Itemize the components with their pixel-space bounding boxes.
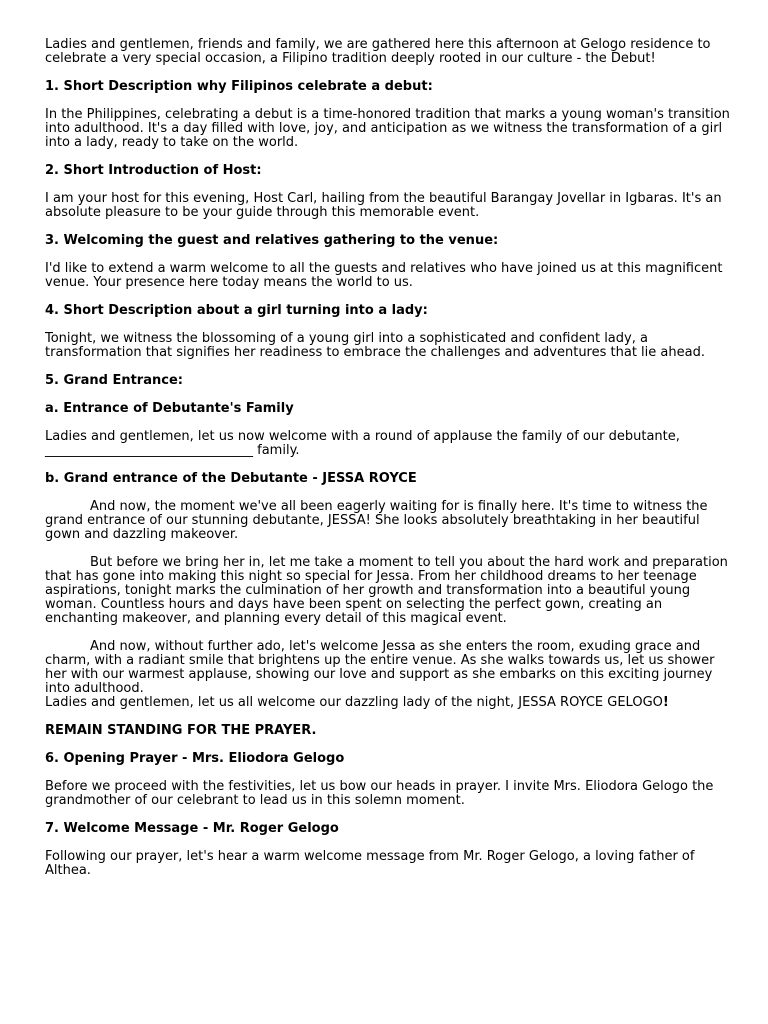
section-heading-4: 4. Short Description about a girl turning into a lady: — [45, 303, 428, 318]
welcome-line-exclamation: ! — [662, 695, 669, 710]
document-page — [45, 37, 735, 892]
subsection-heading-5b: b. Grand entrance of the Debutante - JESSA ROYCE — [45, 471, 417, 486]
section-heading-2: 2. Short Introduction of Host: — [45, 163, 262, 178]
subsection-paragraph-5b-1: And now, the moment we've all been eagerly waiting for is finally here. It's time to witness the grand entrance of our stunning debutante, JESSA! She looks absolutely breathtaking in her beautiful gown and dazzling makeover. — [45, 499, 712, 542]
subsection-paragraph-5b-4 — [45, 696, 730, 710]
section-paragraph-4: Tonight, we witness the blossoming of a young girl into a sophisticated and confident lady, a transformation that signifies her readiness to embrace the challenges and adventures that lie ahead. — [45, 331, 705, 360]
welcome-line-text: Ladies and gentlemen, let us all welcome our dazzling lady of the night, JESSA ROYCE GELOGO — [45, 695, 663, 710]
section-heading-3: 3. Welcoming the guest and relatives gathering to the venue: — [45, 233, 499, 248]
subsection-paragraph-5b-3: And now, without further ado, let's welcome Jessa as she enters the room, exuding grace and charm, with a radiant smile that brightens up the entire venue. As she walks towards us, let us shower her with our warmest applause, showing our love and support as she embarks on this exciting journey into adulthood. — [45, 639, 719, 696]
section-paragraph-3: I'd like to extend a warm welcome to all the guests and relatives who have joined us at this magnificent venue. Your presence here today means the world to us. — [45, 261, 727, 290]
section-paragraph-7: Following our prayer, let's hear a warm welcome message from Mr. Roger Gelogo, a loving father of Althea. — [45, 849, 699, 878]
intro-paragraph: Ladies and gentlemen, friends and family, we are gathered here this afternoon at Gelogo residence to celebrate a very special occasion, a Filipino tradition deeply rooted in our culture - the Debut! — [45, 37, 715, 66]
section-paragraph-1: In the Philippines, celebrating a debut is a time-honored tradition that marks a young woman's transition into adulthood. It's a day filled with love, joy, and anticipation as we witness the transformation of a girl into a lady, ready to take on the world. — [45, 107, 735, 150]
section-heading-5: 5. Grand Entrance: — [45, 373, 183, 388]
section-heading-6: 6. Opening Prayer - Mrs. Eliodora Gelogo — [45, 751, 345, 766]
section-paragraph-2: I am your host for this evening, Host Carl, hailing from the beautiful Barangay Jovellar in Igbaras. It's an absolute pleasure to be your guide through this memorable event. — [45, 191, 726, 220]
subsection-paragraph-5b-2: But before we bring her in, let me take a moment to tell you about the hard work and preparation that has gone into making this night so special for Jessa. From her childhood dreams to her teenage aspirations, tonight marks the culmination of her growth and transformation into a beautiful young woman. Countless hours and days have been spent on selecting the perfect gown, creating an enchanting makeover, and planning every detail of this magical event. — [45, 555, 733, 626]
remain-standing-notice: REMAIN STANDING FOR THE PRAYER. — [45, 723, 317, 738]
section-heading-7: 7. Welcome Message - Mr. Roger Gelogo — [45, 821, 339, 836]
subsection-paragraph-5a: Ladies and gentlemen, let us now welcome with a round of applause the family of our debutante, ________________________________ family. — [45, 429, 685, 458]
section-paragraph-6: Before we proceed with the festivities, let us bow our heads in prayer. I invite Mrs. Eliodora Gelogo the grandmother of our celebrant to lead us in this solemn moment. — [45, 779, 718, 808]
section-heading-1: 1. Short Description why Filipinos celebrate a debut: — [45, 79, 433, 94]
subsection-heading-5a: a. Entrance of Debutante's Family — [45, 401, 294, 416]
